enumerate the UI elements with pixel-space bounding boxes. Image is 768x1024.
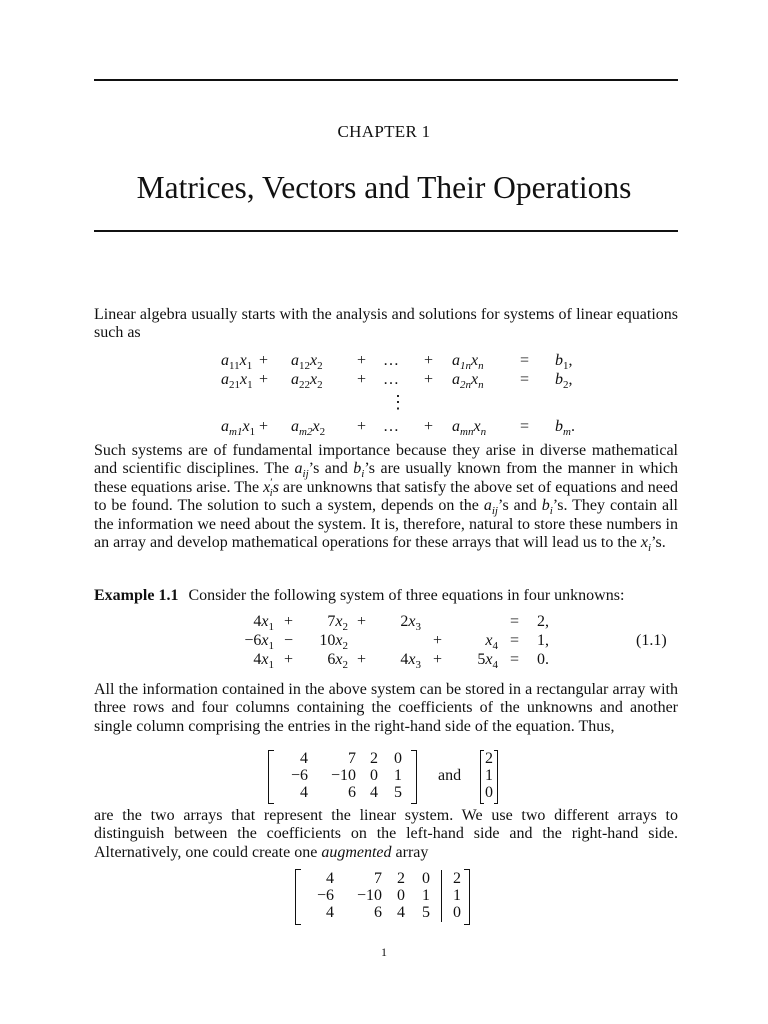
matrix-cell: 7 [374,870,382,887]
op-plus: + [357,651,367,668]
op-equals: = [510,632,520,649]
example-label: Example 1.1 [94,587,179,604]
vector-cell: 0 [485,784,493,801]
title-rule [94,230,678,232]
matrix-cell: 5 [422,904,430,921]
ellipsis: … [383,352,399,369]
equation-number: (1.1) [636,632,667,649]
left-bracket [295,869,301,925]
matrix-cell: 6 [374,904,382,921]
op-plus: + [433,651,443,668]
matrix-cell: 0 [422,870,430,887]
term-a1nxn: $a_{1n}x_n$ [452,352,484,373]
term-2x3: $2x_3$ [400,613,421,634]
op-plus: + [259,371,269,388]
op-plus: + [259,352,269,369]
op-plus: + [357,418,367,435]
rhs-value: 0. [537,651,549,668]
op-plus: + [259,418,269,435]
op-plus: + [284,613,294,630]
ellipsis: … [383,371,399,388]
term-a11x1: $a_{11}x_1$ [221,352,253,373]
left-bracket [268,750,274,804]
matrix-cell: 0 [397,887,405,904]
op-plus: + [357,352,367,369]
intro-paragraph: Linear algebra usually starts with the analysis and solutions for systems of linear equations such as [94,306,678,342]
right-bracket [411,750,417,804]
right-bracket [464,869,470,925]
term-am1x1: $a_{m1}x_1$ [221,418,256,439]
term-4x1: $4x_1$ [253,613,274,634]
matrix-cell: −6 [316,887,334,904]
matrix-cell: 4 [370,784,378,801]
chapter-title: Matrices, Vectors and Their Operations [136,170,632,205]
all-information-paragraph: All the information contained in the above system can be stored in a rectangular array with three rows and four columns containing the coefficients of the unknowns and another single column comprising the entries in the right-hand side of the equation. Thus, [94,681,678,735]
vector-cell: 1 [485,767,493,784]
example-text: Consider the following system of three equations in four unknowns: [188,587,625,604]
matrix-cell: 0 [394,750,402,767]
ellipsis: … [383,418,399,435]
term-minus6x1: $-6x_1$ [244,632,274,653]
matrix-cell: 4 [300,784,308,801]
matrix-cell: 0 [370,767,378,784]
two-arrays-paragraph: are the two arrays that represent the linear system. We use two different arrays to distinguish between the coefficients on the left-hand side and the right-hand side. Alternatively, one could create one augmented array [94,807,678,861]
rhs-value: 2, [537,613,549,630]
term-7x2: $7x_2$ [327,613,348,634]
op-equals: = [510,651,520,668]
term-4x3: $4x_3$ [400,651,421,672]
matrix-cell: 4 [397,904,405,921]
term-x4: $x_4$ [485,632,498,653]
vector-cell: 2 [485,750,493,767]
term-4x1: $4x_1$ [253,651,274,672]
op-equals: = [520,371,530,388]
augmented-rhs-cell: 2 [453,870,461,887]
matrix-cell: 2 [370,750,378,767]
matrix-cell: −6 [290,767,308,784]
op-equals: = [510,613,520,630]
op-plus: + [357,613,367,630]
matrix-cell: 2 [397,870,405,887]
term-5x4: $5x_4$ [477,651,498,672]
matrix-cell: 5 [394,784,402,801]
augmented-emphasis: augmented [321,843,392,861]
matrix-cell: 1 [394,767,402,784]
op-minus: − [284,632,294,649]
matrix-cell: 4 [326,870,334,887]
matrix-cell: 4 [300,750,308,767]
augmented-rhs-cell: 1 [453,887,461,904]
rhs-bm: $b_m$. [555,418,575,439]
matrix-cell: 6 [348,784,356,801]
term-a21x1: $a_{21}x_1$ [221,371,253,392]
rhs-b1: $b_1$, [555,352,573,373]
term-10x2: $10x_2$ [319,632,348,653]
term-a2nxn: $a_{2n}x_n$ [452,371,484,392]
such-systems-paragraph: Such systems are of fundamental importance because they arise in diverse mathematical and scientific disciplines. The $a_{ij}’s$ and $b_i’s$ are usually known from the manner in which these equations arise. The $x'_is$ are unknowns that satisfy the above set of equations and need to be found. The solution to such a system, depends on the $a_{ij}’s$ and $b_i’s$. They contain all the information we need about the system. It is, therefore, natural to store these numbers in an array and develop mathematical operations for these arrays that will lead us to the $x_i’s$. [94,442,678,555]
op-plus: + [424,371,434,388]
top-rule [94,79,678,81]
op-plus: + [284,651,294,668]
example-heading [94,587,624,605]
term-a12x2: $a_{12}x_2$ [291,352,323,373]
chapter-label: CHAPTER 1 [337,122,431,141]
op-equals: = [520,352,530,369]
op-plus: + [424,418,434,435]
term-amnxn: $a_{mn}x_n$ [452,418,487,439]
and-word: and [438,767,462,784]
term-6x2: $6x_2$ [327,651,348,672]
matrix-cell: −10 [356,887,382,904]
augmented-rhs-cell: 0 [453,904,461,921]
matrix-cell: −10 [330,767,356,784]
op-plus: + [357,371,367,388]
op-equals: = [520,418,530,435]
augment-separator [441,870,442,922]
rhs-value: 1, [537,632,549,649]
vertical-ellipsis: ⋮ [389,392,407,412]
op-plus: + [424,352,434,369]
matrix-cell: 4 [326,904,334,921]
term-a22x2: $a_{22}x_2$ [291,371,323,392]
page-number: 1 [381,945,387,959]
term-am2x2: $a_{m2}x_2$ [291,418,326,439]
matrix-cell: 1 [422,887,430,904]
matrix-cell: 7 [348,750,356,767]
op-plus: + [433,632,443,649]
rhs-b2: $b_2$, [555,371,573,392]
